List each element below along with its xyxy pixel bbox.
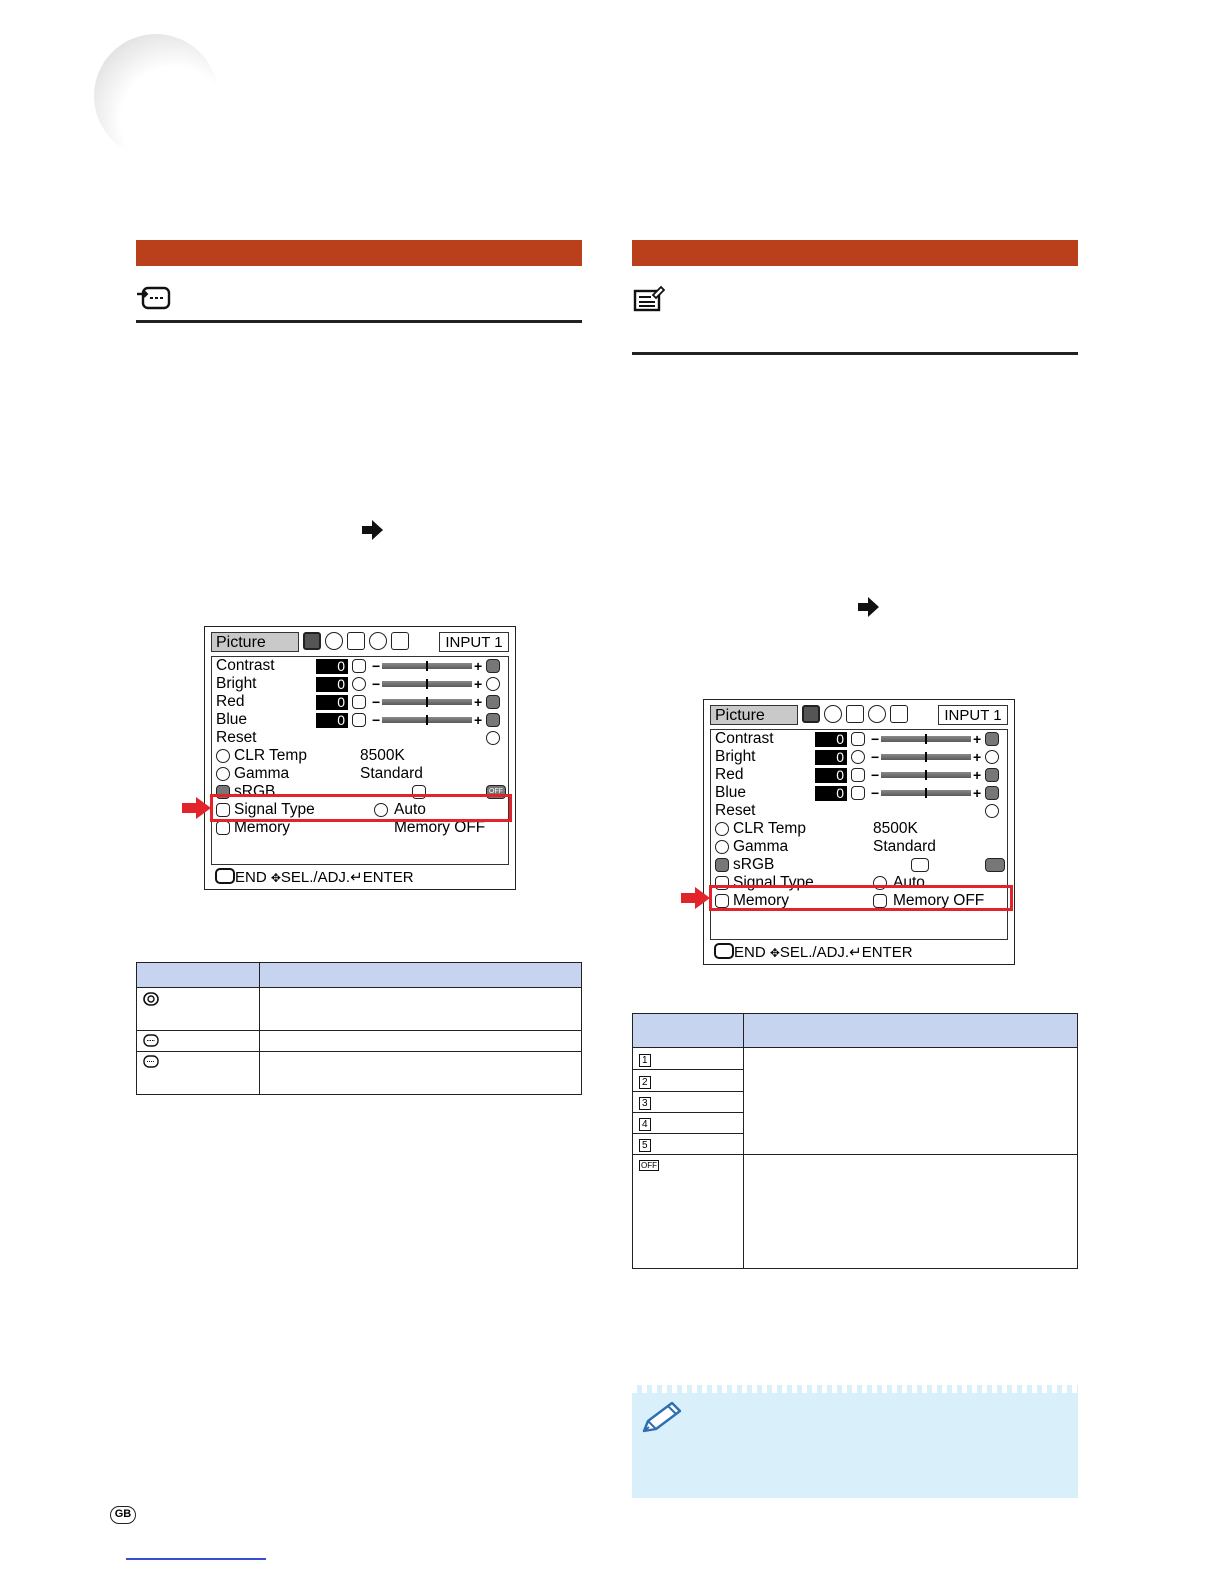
speech-tab-icon[interactable] xyxy=(868,705,886,723)
clr-temp-value: 8500K xyxy=(873,820,918,837)
signal-type-table xyxy=(136,962,582,1095)
thermometer-icon xyxy=(715,822,729,836)
right-arrow-icon xyxy=(360,518,384,547)
table-row-memory-5 xyxy=(633,1134,744,1155)
red-arrow-icon xyxy=(182,796,212,825)
osd-row-bright[interactable]: Bright xyxy=(715,748,756,765)
osd-row-clr-temp[interactable]: CLR Temp xyxy=(234,747,307,764)
red-value: 0 xyxy=(815,768,847,783)
note-top-edge xyxy=(632,1385,1078,1393)
table-header-cell xyxy=(744,1014,1078,1048)
contrast-low-icon xyxy=(352,659,366,673)
osd-row-bright[interactable]: Bright xyxy=(216,675,257,692)
osd-row-red[interactable]: Red xyxy=(715,766,744,783)
table-desc-cell xyxy=(744,1155,1078,1269)
bright-high-icon xyxy=(985,750,999,764)
bright-slider-handle[interactable] xyxy=(426,679,428,689)
memory-icon xyxy=(216,821,230,835)
contrast-high-icon xyxy=(985,732,999,746)
enter-arrow-icon: ↵ xyxy=(849,944,862,961)
red-plus: + xyxy=(973,767,982,783)
table-row-memory-off xyxy=(633,1155,744,1269)
srgb-on-icon xyxy=(911,858,929,872)
right-heading-rule xyxy=(632,352,1078,355)
osd-row-blue[interactable]: Blue xyxy=(715,784,747,801)
red-value: 0 xyxy=(316,695,348,710)
osd-footer xyxy=(215,868,414,887)
gamma-value: Standard xyxy=(360,765,423,782)
reset-icon[interactable] xyxy=(486,731,500,745)
osd-tab-picture[interactable]: Picture xyxy=(211,632,299,652)
fine-sync-tab-icon[interactable] xyxy=(325,632,343,650)
osd-menu-memory xyxy=(703,699,1015,965)
red-slider-handle[interactable] xyxy=(925,770,927,780)
table-row-rgb xyxy=(137,1031,260,1052)
cube-tab-icon[interactable] xyxy=(347,632,365,650)
cross-arrows-icon: ✥ xyxy=(270,871,281,885)
memory-5-icon: 5 xyxy=(639,1140,651,1151)
highlight-signal-type xyxy=(210,794,512,822)
memory-value: Memory OFF xyxy=(394,819,486,836)
screen-tab-icon[interactable] xyxy=(391,632,409,650)
contrast-value: 0 xyxy=(815,732,847,747)
table-header-cell xyxy=(260,963,582,988)
contrast-plus: + xyxy=(973,731,982,747)
cube-tab-icon[interactable] xyxy=(846,705,864,723)
auto-icon xyxy=(143,992,159,1009)
pencil-icon xyxy=(640,1401,684,1442)
contrast-minus: − xyxy=(871,731,880,747)
osd-footer-end: END xyxy=(734,944,766,961)
osd-row-signal-type[interactable]: Signal Type xyxy=(733,874,814,891)
table-row-auto xyxy=(137,988,260,1031)
contrast-slider-handle[interactable] xyxy=(925,734,927,744)
picture-tab-icon[interactable] xyxy=(802,705,820,723)
table-desc-cell xyxy=(260,988,582,1031)
blue-slider-handle[interactable] xyxy=(426,715,428,725)
osd-row-memory[interactable]: Memory xyxy=(234,819,290,836)
bright-slider-handle[interactable] xyxy=(925,752,927,762)
bright-high-icon xyxy=(486,677,500,691)
fine-sync-tab-icon[interactable] xyxy=(824,705,842,723)
left-section-bar xyxy=(136,240,582,266)
picture-tab-icon[interactable] xyxy=(303,632,321,650)
table-desc-cell xyxy=(744,1048,1078,1155)
table-header-cell xyxy=(137,963,260,988)
osd-row-contrast[interactable]: Contrast xyxy=(216,657,275,674)
blue-plus: + xyxy=(474,712,483,728)
signal-type-value: Auto xyxy=(394,801,426,818)
osd-footer-end: END xyxy=(235,869,267,886)
table-desc-cell xyxy=(260,1031,582,1052)
blue-value: 0 xyxy=(316,713,348,728)
red-high-icon xyxy=(486,695,500,709)
red-slider-handle[interactable] xyxy=(426,697,428,707)
osd-footer-enter: ENTER xyxy=(861,944,913,961)
signal-type-value: Auto xyxy=(893,874,925,891)
bright-value: 0 xyxy=(815,750,847,765)
osd-row-signal-type[interactable]: Signal Type xyxy=(234,801,315,818)
srgb-off-icon[interactable]: OFF xyxy=(486,785,506,799)
osd-footer xyxy=(714,943,913,962)
bright-plus: + xyxy=(973,749,982,765)
table-row-component xyxy=(137,1052,260,1095)
thermometer-icon xyxy=(216,749,230,763)
gamma-icon xyxy=(216,767,230,781)
osd-input-label: INPUT 1 xyxy=(439,632,509,652)
osd-row-red[interactable]: Red xyxy=(216,693,245,710)
cross-arrows-icon: ✥ xyxy=(769,946,780,960)
osd-row-blue[interactable]: Blue xyxy=(216,711,248,728)
contrast-slider-handle[interactable] xyxy=(426,661,428,671)
osd-row-contrast[interactable]: Contrast xyxy=(715,730,774,747)
contrast-minus: − xyxy=(372,658,381,674)
highlight-memory xyxy=(709,885,1013,911)
bright-plus: + xyxy=(474,676,483,692)
red-minus: − xyxy=(871,767,880,783)
region-badge: GB xyxy=(110,1506,136,1524)
osd-row-reset[interactable]: Reset xyxy=(715,802,756,819)
gamma-value: Standard xyxy=(873,838,936,855)
blue-minus: − xyxy=(871,785,880,801)
footer-link-rule xyxy=(126,1558,266,1560)
osd-row-memory[interactable]: Memory xyxy=(733,892,789,909)
blue-value: 0 xyxy=(815,786,847,801)
right-arrow-icon xyxy=(856,595,880,624)
enter-arrow-icon: ↵ xyxy=(350,869,363,886)
bright-low-icon xyxy=(851,750,865,764)
table-desc-cell xyxy=(260,1052,582,1095)
memory-icon xyxy=(633,285,665,313)
blue-slider-handle[interactable] xyxy=(925,788,927,798)
osd-row-clr-temp[interactable]: CLR Temp xyxy=(733,820,806,837)
memory-off-icon: OFF xyxy=(641,1161,657,1170)
red-high-icon xyxy=(985,768,999,782)
signal-type-icon xyxy=(137,286,171,310)
red-low-icon xyxy=(851,768,865,782)
bright-low-icon xyxy=(352,677,366,691)
srgb-off-icon[interactable] xyxy=(985,858,1005,872)
osd-row-srgb[interactable]: sRGB xyxy=(234,783,276,800)
table-row-memory-1 xyxy=(633,1048,744,1070)
reset-icon[interactable] xyxy=(985,804,999,818)
blue-low-icon xyxy=(851,786,865,800)
contrast-value: 0 xyxy=(316,659,348,674)
chapter-decoration xyxy=(94,34,218,158)
speech-tab-icon[interactable] xyxy=(369,632,387,650)
component-icon xyxy=(143,1055,159,1071)
osd-footer-sel: SEL./ADJ. xyxy=(280,869,351,886)
table-row-memory-2 xyxy=(633,1070,744,1092)
blue-high-icon xyxy=(985,786,999,800)
memory-value: Memory OFF xyxy=(893,892,985,909)
bright-minus: − xyxy=(871,749,880,765)
bright-minus: − xyxy=(372,676,381,692)
red-low-icon xyxy=(352,695,366,709)
memory-3-icon: 3 xyxy=(639,1098,651,1109)
osd-footer-sel: SEL./ADJ. xyxy=(779,944,850,961)
blue-minus: − xyxy=(372,712,381,728)
osd-input-label: INPUT 1 xyxy=(938,705,1008,725)
clr-temp-value: 8500K xyxy=(360,747,405,764)
screen-tab-icon[interactable] xyxy=(890,705,908,723)
osd-row-srgb[interactable]: sRGB xyxy=(733,856,775,873)
osd-tab-picture[interactable]: Picture xyxy=(710,705,798,725)
osd-row-reset[interactable]: Reset xyxy=(216,729,257,746)
contrast-plus: + xyxy=(474,658,483,674)
contrast-low-icon xyxy=(851,732,865,746)
memory-2-icon: 2 xyxy=(639,1077,651,1088)
osd-row-gamma[interactable]: Gamma xyxy=(733,838,789,855)
contrast-high-icon xyxy=(486,659,500,673)
osd-footer-enter: ENTER xyxy=(362,869,414,886)
red-minus: − xyxy=(372,694,381,710)
end-button-icon xyxy=(215,868,235,884)
bright-value: 0 xyxy=(316,677,348,692)
red-plus: + xyxy=(474,694,483,710)
note-box xyxy=(632,1385,1078,1498)
blue-high-icon xyxy=(486,713,500,727)
blue-plus: + xyxy=(973,785,982,801)
blue-low-icon xyxy=(352,713,366,727)
gamma-icon xyxy=(715,840,729,854)
osd-row-gamma[interactable]: Gamma xyxy=(234,765,290,782)
right-section-bar xyxy=(632,240,1078,266)
end-button-icon xyxy=(714,943,734,959)
table-row-memory-4 xyxy=(633,1113,744,1134)
table-row-memory-3 xyxy=(633,1092,744,1113)
red-arrow-icon xyxy=(681,886,711,915)
srgb-icon xyxy=(715,858,729,872)
table-header-cell xyxy=(633,1014,744,1048)
memory-table xyxy=(632,1013,1078,1269)
memory-4-icon: 4 xyxy=(639,1119,651,1130)
left-heading-rule xyxy=(136,320,582,323)
osd-menu-signal-type xyxy=(204,626,516,890)
memory-1-icon: 1 xyxy=(639,1055,651,1066)
rgb-icon xyxy=(143,1034,159,1050)
